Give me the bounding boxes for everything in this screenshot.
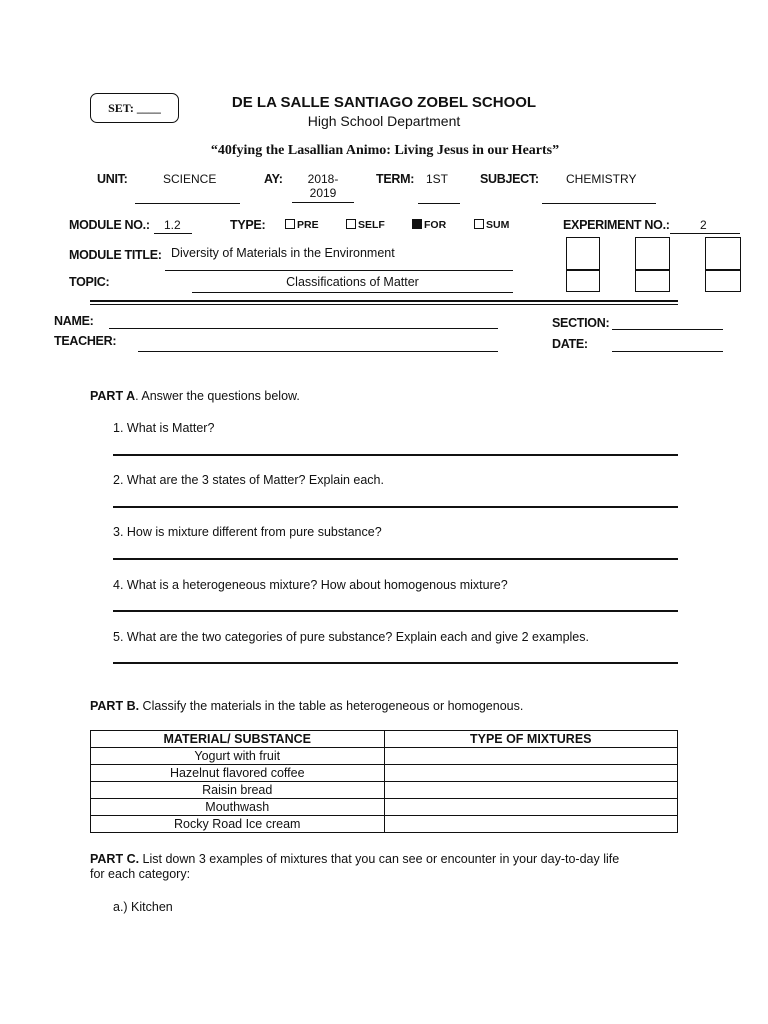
separator-top bbox=[90, 300, 678, 302]
module-no-label: MODULE NO.: bbox=[69, 218, 150, 232]
section-label: SECTION: bbox=[552, 316, 610, 330]
subject-value: CHEMISTRY bbox=[566, 172, 637, 186]
part-c-item-kitchen: a.) Kitchen bbox=[113, 900, 173, 914]
module-title-label: MODULE TITLE: bbox=[69, 248, 162, 262]
box-1-top bbox=[566, 237, 600, 270]
type-option-for[interactable]: FOR bbox=[412, 219, 446, 231]
box-3-top bbox=[705, 237, 741, 270]
part-b-instruction: Classify the materials in the table as heterogeneous or homogenous. bbox=[139, 699, 524, 713]
question-1: 1. What is Matter? bbox=[113, 421, 215, 435]
experiment-no-label: EXPERIMENT NO.: bbox=[563, 218, 670, 232]
table-header-row bbox=[91, 731, 678, 748]
module-no-field bbox=[154, 218, 192, 234]
answer-line-3[interactable] bbox=[113, 558, 678, 560]
part-c-instruction-2: for each category: bbox=[90, 867, 191, 881]
box-2-bottom bbox=[635, 270, 670, 292]
question-4: 4. What is a heterogeneous mixture? How about homogenous mixture? bbox=[113, 578, 508, 592]
part-b-heading-row bbox=[90, 699, 523, 713]
ay-value-1: 2018- bbox=[307, 172, 339, 186]
material-cell: Hazelnut flavored coffee bbox=[91, 765, 385, 782]
date-field[interactable] bbox=[612, 336, 723, 352]
question-5: 5. What are the two categories of pure substance? Explain each and give 2 examples. bbox=[113, 630, 589, 644]
set-box bbox=[90, 93, 179, 123]
department: High School Department bbox=[307, 113, 461, 129]
part-c-heading: PART C. bbox=[90, 852, 140, 866]
table-row bbox=[91, 765, 678, 782]
topic-label: TOPIC: bbox=[69, 275, 110, 289]
module-title-field bbox=[165, 246, 513, 271]
question-2: 2. What are the 3 states of Matter? Explain each. bbox=[113, 473, 384, 487]
module-no-value: 1.2 bbox=[164, 218, 181, 232]
subject-label: SUBJECT: bbox=[480, 172, 539, 186]
topic-field bbox=[192, 275, 513, 293]
type-option-pre[interactable]: PRE bbox=[285, 219, 319, 231]
name-label: NAME: bbox=[54, 314, 94, 328]
section-field[interactable] bbox=[612, 316, 723, 330]
answer-line-2[interactable] bbox=[113, 506, 678, 508]
unit-field bbox=[135, 172, 240, 204]
term-label: TERM: bbox=[376, 172, 415, 186]
for-checkbox[interactable] bbox=[412, 219, 422, 229]
table-row bbox=[91, 816, 678, 833]
materials-table bbox=[90, 730, 678, 833]
date-label: DATE: bbox=[552, 337, 588, 351]
motto: “40fying the Lasallian Animo: Living Jesus in our Hearts” bbox=[210, 143, 560, 158]
box-3-bottom bbox=[705, 270, 741, 292]
part-a-heading: PART A bbox=[90, 389, 136, 403]
experiment-no-value: 2 bbox=[700, 218, 707, 232]
material-cell: Yogurt with fruit bbox=[91, 748, 385, 765]
column-header-type: TYPE OF MIXTURES bbox=[384, 731, 678, 748]
set-label: SET: ____ bbox=[108, 101, 161, 115]
type-cell[interactable] bbox=[384, 782, 678, 799]
type-cell[interactable] bbox=[384, 748, 678, 765]
ay-label: AY: bbox=[264, 172, 283, 186]
part-a-instruction: . Answer the questions below. bbox=[135, 389, 300, 403]
table-row bbox=[91, 799, 678, 816]
question-3: 3. How is mixture different from pure substance? bbox=[113, 525, 382, 539]
ay-field bbox=[292, 172, 354, 203]
topic-value: Classifications of Matter bbox=[286, 275, 419, 289]
type-cell[interactable] bbox=[384, 816, 678, 833]
separator-bottom bbox=[90, 304, 678, 305]
part-b-heading: PART B. bbox=[90, 699, 140, 713]
sum-checkbox[interactable] bbox=[474, 219, 484, 229]
type-option-sum[interactable]: SUM bbox=[474, 219, 509, 231]
part-a-heading-row bbox=[90, 389, 300, 403]
answer-line-1[interactable] bbox=[113, 454, 678, 456]
type-label: TYPE: bbox=[230, 218, 266, 232]
pre-checkbox[interactable] bbox=[285, 219, 295, 229]
box-1-bottom bbox=[566, 270, 600, 292]
type-option-self[interactable]: SELF bbox=[346, 219, 385, 231]
teacher-label: TEACHER: bbox=[54, 334, 117, 348]
material-cell: Raisin bread bbox=[91, 782, 385, 799]
table-row bbox=[91, 782, 678, 799]
school-name: DE LA SALLE SANTIAGO ZOBEL SCHOOL bbox=[231, 94, 537, 111]
material-cell: Mouthwash bbox=[91, 799, 385, 816]
column-header-material: MATERIAL/ SUBSTANCE bbox=[91, 731, 385, 748]
teacher-field[interactable] bbox=[138, 336, 498, 352]
term-field bbox=[418, 172, 460, 204]
unit-label: UNIT: bbox=[97, 172, 128, 186]
term-value: 1ST bbox=[426, 172, 449, 186]
type-cell[interactable] bbox=[384, 765, 678, 782]
box-2-top bbox=[635, 237, 670, 270]
answer-line-5[interactable] bbox=[113, 662, 678, 664]
unit-value: SCIENCE bbox=[163, 172, 217, 186]
ay-value-2: 2019 bbox=[309, 186, 337, 200]
self-checkbox[interactable] bbox=[346, 219, 356, 229]
answer-line-4[interactable] bbox=[113, 610, 678, 612]
table-row bbox=[91, 748, 678, 765]
type-cell[interactable] bbox=[384, 799, 678, 816]
part-c-instruction-1: List down 3 examples of mixtures that you can see or encounter in your day-to-day life bbox=[139, 852, 620, 866]
experiment-no-field bbox=[670, 218, 740, 234]
part-c-heading-row bbox=[90, 852, 690, 866]
name-field[interactable] bbox=[109, 314, 498, 329]
module-title-value: Diversity of Materials in the Environment bbox=[171, 246, 395, 260]
material-cell: Rocky Road Ice cream bbox=[91, 816, 385, 833]
subject-field bbox=[542, 172, 656, 204]
